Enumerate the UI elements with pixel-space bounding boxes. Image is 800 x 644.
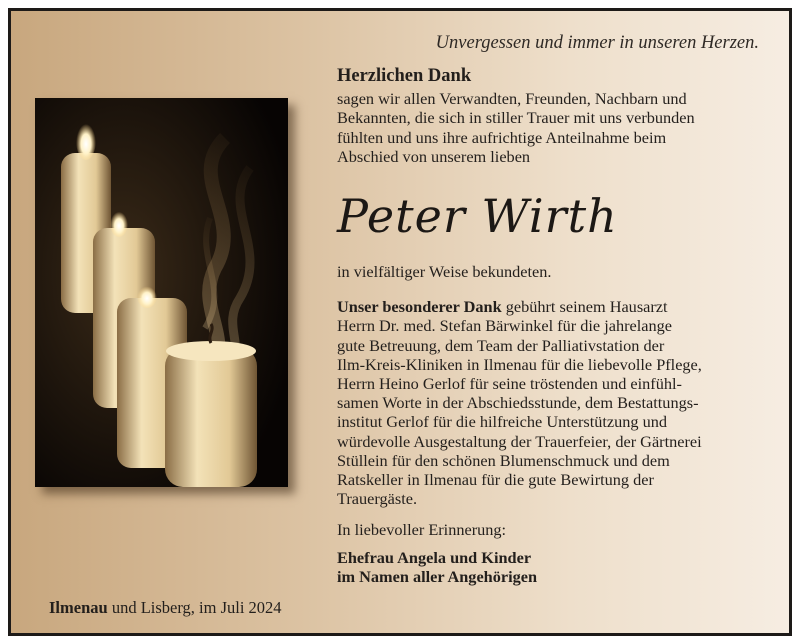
signature-line: im Namen aller Angehörigen (337, 566, 538, 586)
thanks-line: gute Betreuung, dem Team der Palliativstation der (337, 335, 665, 355)
candles-photo (35, 98, 288, 487)
thanks-line: gebührt seinem Hausarzt (501, 297, 668, 317)
thanks-line: Herrn Heino Gerlof für seine tröstenden und einfühl- (337, 374, 682, 394)
intro-line: sagen wir allen Verwandten, Freunden, Nachbarn und (337, 89, 687, 109)
thanks-line: Trauergäste. (337, 489, 418, 509)
thanks-line: Herrn Dr. med. Stefan Bärwinkel für die jahrelange (337, 316, 672, 336)
intro-line: fühlten und uns ihre aufrichtige Anteilnahme beim (337, 127, 667, 147)
thanks-bold: Unser besonderer Dank (337, 297, 502, 317)
footer-rest: und Lisberg, im Juli 2024 (107, 598, 282, 617)
candles-icon (35, 98, 288, 487)
signature-line: Ehefrau Angela und Kinder (337, 547, 532, 567)
obituary-card (8, 8, 792, 636)
memory-line: In liebevoller Erinnerung: (337, 520, 507, 540)
place-date (49, 598, 282, 618)
deceased-name: Peter Wirth (337, 189, 618, 244)
thanks-line: Ilm-Kreis-Kliniken in Ilmenau für die liebevolle Pflege, (337, 354, 702, 374)
intro-paragraph (337, 89, 767, 166)
thanks-line: Ratskeller in Ilmenau für die gute Bewirtung der (337, 470, 654, 490)
intro-line: Abschied von unserem lieben (337, 146, 531, 166)
thanks-line: samen Worte in der Abschiedsstunde, dem Bestattungs- (337, 393, 699, 413)
thanks-line: Stüllein für den schönen Blumenschmuck und dem (337, 450, 670, 470)
thanks-line-first (337, 297, 767, 316)
thanks-paragraph (337, 297, 767, 508)
motto: Unvergessen und immer in unseren Herzen. (435, 33, 759, 53)
thanks-line: institut Gerlof für die hilfreiche Unterstützung und (337, 412, 668, 432)
main-text (337, 67, 767, 586)
signature (337, 548, 767, 586)
intro-line: Bekannten, die sich in stiller Trauer mit uns verbunden (337, 108, 695, 128)
heading: Herzlichen Dank (337, 66, 472, 86)
footer-place: Ilmenau (49, 598, 108, 617)
after-name-line: in vielfältiger Weise bekundeten. (337, 262, 552, 282)
thanks-line: würdevolle Ausgestaltung der Trauerfeier, der Gärtnerei (337, 431, 702, 451)
